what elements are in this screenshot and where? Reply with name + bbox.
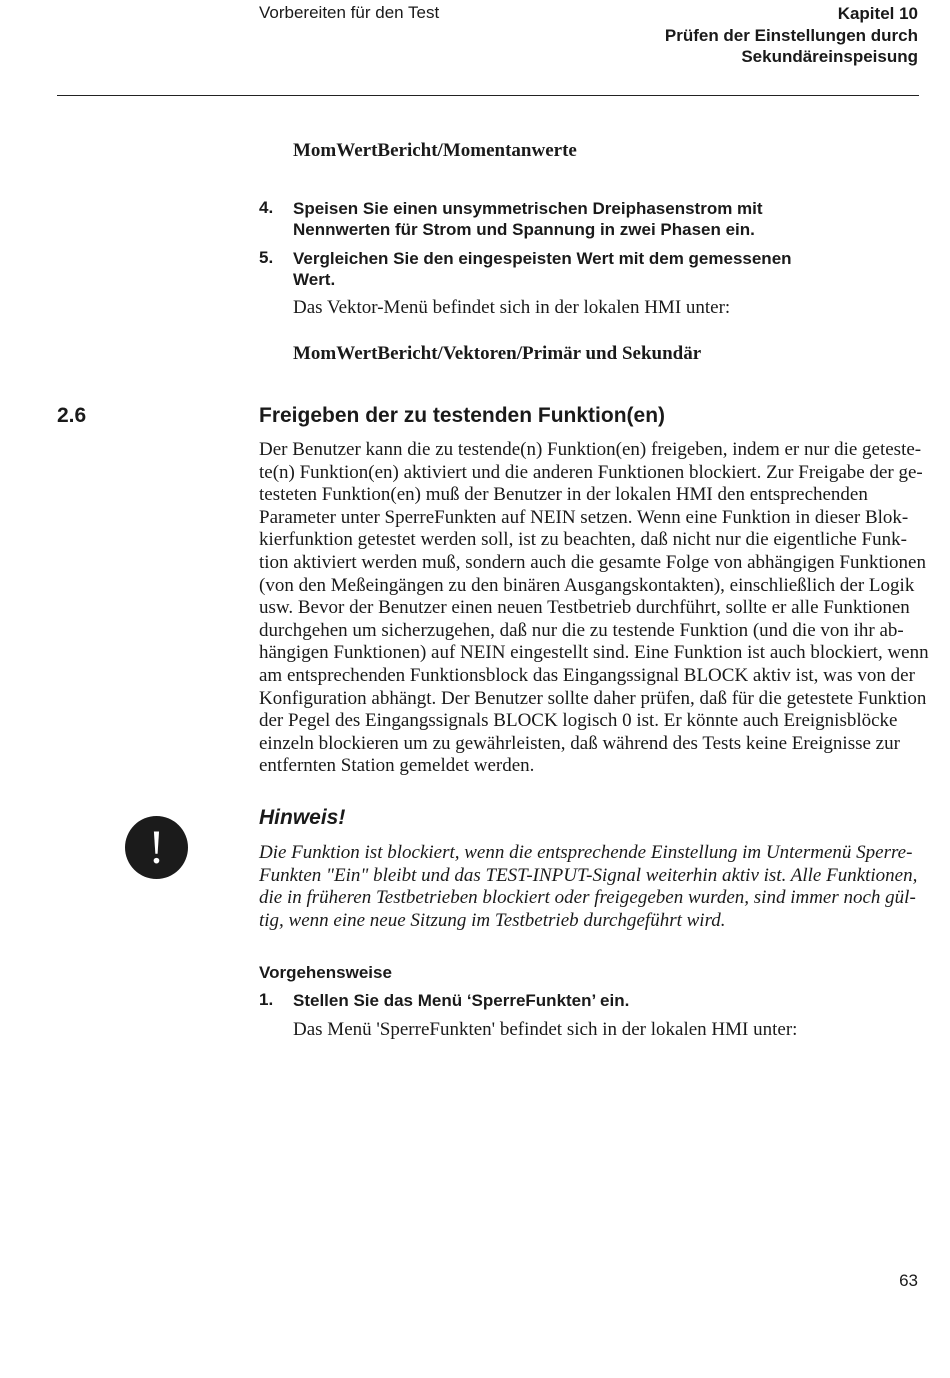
paragraph-line: einzeln blockieren um zu gewährleisten, daß während des Tests keine Ereignisse zur	[259, 732, 900, 754]
menu-path-vektoren: MomWertBericht/Vektoren/Primär und Sekundär	[293, 343, 702, 364]
procedure-title: Vorgehensweise	[259, 963, 392, 982]
paragraph-line: Der Benutzer kann die zu testende(n) Funktion(en) freigeben, indem er nur die geteste-	[259, 439, 922, 460]
exclamation-icon	[125, 816, 188, 879]
paragraph-line: (von den Meßeingängen zu den binären Ausgangskontakten), einschließlich der Logik	[259, 574, 915, 596]
paragraph-line: der Pegel des Eingangssignals BLOCK logisch 0 ist. Er könnte auch Ereignisblöcke	[259, 710, 898, 732]
running-header-left: Vorbereiten für den Test	[259, 3, 440, 22]
step-text-4-line2: Nennwerten für Strom und Spannung in zwei Phasen ein.	[293, 220, 755, 239]
note-line: die in früheren Testbetrieben blockiert oder freigegeben wurden, sind immer noch gül-	[259, 887, 916, 909]
chapter-label: Kapitel 10	[837, 4, 918, 23]
paragraph-line: durchgehen um sicherzugehen, daß nur die zu testende Funktion (und die von ihr ab-	[259, 619, 904, 641]
paragraph-line: kierfunktion getestet werden soll, ist zu beachten, daß nicht nur die eigentliche Funk-	[259, 529, 907, 551]
menu-path-momentanwerte: MomWertBericht/Momentanwerte	[293, 140, 577, 161]
procedure-step-number-1: 1.	[259, 990, 274, 1009]
step-text-5	[293, 248, 813, 290]
chapter-subtitle-line2: Sekundäreinspeisung	[741, 47, 918, 66]
vector-menu-text: Das Vektor-Menü befindet sich in der lokalen HMI unter:	[293, 297, 731, 318]
step-text-4-line1: Speisen Sie einen unsymmetrischen Dreiphasenstrom mit	[293, 199, 763, 218]
paragraph-line: hängigen Funktionen) auf NEIN eingestellt sind. Eine Funktion ist auch blockiert, wenn	[259, 642, 929, 664]
note-line: Funkten "Ein" bleibt und das TEST-INPUT-Signal weiterhin aktiv ist. Alle Funktionen,	[259, 864, 918, 886]
paragraph-line: Parameter unter SperreFunkten auf NEIN setzen. Wenn eine Funktion in dieser Blok-	[259, 506, 909, 528]
exclamation-glyph: !	[148, 821, 165, 874]
section-paragraph	[259, 439, 929, 778]
paragraph-line: am entsprechenden Funktionsblock das Eingangssignal BLOCK aktiv ist, was von der	[259, 664, 915, 686]
step-text-4	[293, 198, 813, 240]
paragraph-line: tion aktiviert werden muß, sondern auch die gesamte Folge von abhängigen Funktionen	[259, 551, 926, 573]
procedure-step-text-1: Stellen Sie das Menü ‘SperreFunkten’ ein.	[293, 991, 630, 1010]
section-number: 2.6	[57, 404, 87, 427]
section-title: Freigeben der zu testenden Funktion(en)	[259, 404, 666, 427]
step-number-4: 4.	[259, 198, 274, 217]
note-text	[259, 842, 920, 932]
paragraph-line: usw. Bevor der Benutzer einen neuen Testbetrieb durchführt, sollte er alle Funktionen	[259, 597, 910, 619]
step-text-5-line1: Vergleichen Sie den eingespeisten Wert mit dem gemessenen	[293, 249, 792, 268]
procedure-step-detail: Das Menü 'SperreFunkten' befindet sich in der lokalen HMI unter:	[293, 1019, 798, 1040]
note-title: Hinweis!	[259, 806, 346, 829]
paragraph-line: entfernten Station gemeldet werden.	[259, 755, 535, 777]
paragraph-line: Konfiguration abhängt. Der Benutzer sollte daher prüfen, daß für die getestete Funktion	[259, 687, 927, 709]
page-number: 63	[899, 1271, 918, 1290]
step-text-5-line2: Wert.	[293, 270, 336, 289]
header-divider	[57, 95, 919, 96]
note-line: Die Funktion ist blockiert, wenn die entsprechende Einstellung im Untermenü Sperre-	[259, 842, 913, 863]
paragraph-line: te(n) Funktion(en) aktiviert und die anderen Funktionen blockiert. Zur Freigabe der ge-	[259, 461, 923, 483]
note-line: tig, wenn eine neue Sitzung im Testbetrieb durchgeführt wird.	[259, 909, 726, 931]
paragraph-line: testeten Funktion(en) muß der Benutzer in der lokalen HMI den entsprechenden	[259, 484, 868, 506]
step-number-5: 5.	[259, 248, 274, 267]
chapter-subtitle-line1: Prüfen der Einstellungen durch	[664, 25, 918, 45]
running-header-right	[665, 3, 918, 68]
